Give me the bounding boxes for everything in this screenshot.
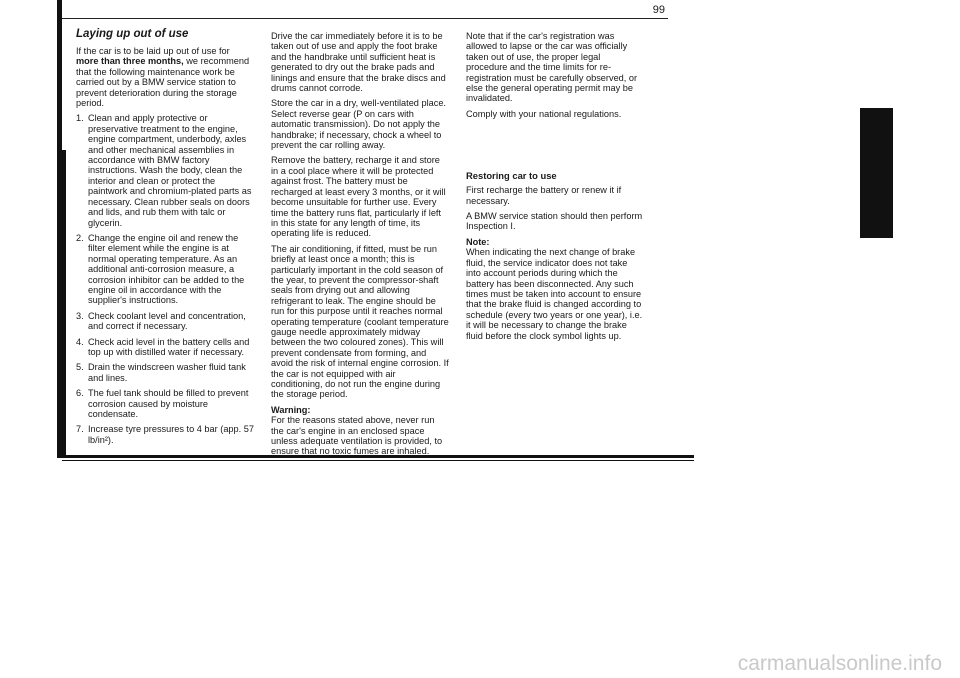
intro-text: If the car is to be laid up out of use for <box>76 46 230 56</box>
section-heading-restoring: Restoring car to use <box>466 170 557 182</box>
paragraph: A BMW service station should then perform Inspection I. <box>466 211 643 232</box>
list-number: 4. <box>76 336 84 347</box>
paragraph: Comply with your national regulations. <box>466 108 622 119</box>
column-1 <box>76 28 254 450</box>
list-number: 3. <box>76 310 84 321</box>
note-block <box>466 237 644 341</box>
list-number: 2. <box>76 232 84 243</box>
section-heading-laying-up: Laying up out of use <box>76 28 189 40</box>
list-number: 6. <box>76 388 84 399</box>
section-thumb-tab <box>860 108 893 238</box>
paragraph: First recharge the battery or renew it if necessary. <box>466 185 622 206</box>
list-item <box>76 337 254 358</box>
list-item <box>76 388 254 419</box>
list-item <box>76 362 254 383</box>
list-text: Drain the windscreen washer fluid tank and lines. <box>88 362 246 383</box>
top-rule <box>62 18 668 19</box>
list-item <box>76 424 254 445</box>
list-text: The fuel tank should be filled to prevent corrosion caused by moisture condensate. <box>88 388 249 419</box>
list-number: 1. <box>76 113 84 124</box>
warning-text: For the reasons stated above, never run the car's engine in an enclosed space unless adequate ventilation is provided, to ensure that no toxic fumes are inhaled. <box>271 415 443 457</box>
spacer <box>466 124 644 170</box>
paragraph: Store the car in a dry, well-ventilated place. Select reverse gear (P on cars with automatic transmission). Do not apply the handbrake; if necessary, chock a wheel to prevent the car rolling away. <box>271 98 446 151</box>
watermark: carmanualsonline.info <box>737 652 942 675</box>
list-text: Check coolant level and concentration, and correct if necessary. <box>88 310 246 332</box>
column-2 <box>271 31 449 462</box>
list-text: Check acid level in the battery cells and top up with distilled water if necessary. <box>88 336 250 357</box>
warning-block <box>271 405 449 457</box>
list-number: 5. <box>76 362 84 373</box>
left-margin-bar <box>57 0 62 150</box>
list-text: Clean and apply protective or preservative treatment to the engine, engine compartment, underbody, axles and other mechanical assemblies in accordance with BMW factory instructions. Wash the body, clean the interior and clean or protect the paintwork and chromium-plated parts as necessary. Clean rubber seals on doors and lids, and rub them with talc or glycerin. <box>88 113 252 228</box>
paragraph: The air conditioning, if fitted, must be run briefly at least once a month; this is particularly important in the cold season of the year, to prevent the compressor-shaft seals from drying out and allowing refrigerant to leak. The engine should be run for this purpose until it reaches normal operating temperature (coolant temperature gauge needle approximately midway between the two coloured zones). This will prevent condensate from forming, and avoid the risk of internal engine corrosion. If the car is not equipped with air conditioning, do not run the engine during the storage period. <box>271 243 449 400</box>
page-number: 99 <box>652 4 665 16</box>
list-text: Increase tyre pressures to 4 bar (app. 57 lb/in²). <box>88 424 254 445</box>
paragraph: Note that if the car's registration was allowed to lapse or the car was officially taken out of use, the proper legal procedure and the time limits for re-registration must be carefully observed, or else the general operating permit may be invalidated. <box>466 31 638 104</box>
list-item <box>76 113 254 227</box>
note-label: Note: <box>466 236 490 247</box>
paragraph: Remove the battery, recharge it and store in a cool place where it will be protected against frost. The battery must be recharged at least every 3 months, or it will become unsuitable for further use. Every time the battery runs flat, particularly if left in this state for any length of time, its operating life is reduced. <box>271 155 446 239</box>
maintenance-list <box>76 113 254 445</box>
list-item <box>76 311 254 332</box>
intro-bold-text: more than three months, <box>76 56 184 67</box>
list-item <box>76 233 254 306</box>
left-margin-bar-thick <box>57 150 66 458</box>
list-text: Change the engine oil and renew the filter element while the engine is at normal operating temperature. As an additional anti-corrosion measure, a corrosion inhibitor can be added to the engine oil in accordance with the supplier's instructions. <box>88 232 245 306</box>
intro-text-rest: we recommend that the following maintenance work be carried out by a BMW service station to prevent deterioration during the storage period. <box>76 56 250 109</box>
note-text: When indicating the next change of brake fluid, the service indicator does not take into account periods during which the battery has been disconnected. Any such times must be taken into account to ensure that the brake fluid is changed according to schedule (every two years or one year), i.e. it will be necessary to change the brake fluid before the clock symbol lights up. <box>466 247 643 341</box>
intro-paragraph <box>76 46 254 108</box>
warning-label: Warning: <box>271 404 311 415</box>
list-number: 7. <box>76 424 84 435</box>
paragraph: Drive the car immediately before it is to be taken out of use and apply the foot brake and the handbrake until sufficient heat is generated to dry out the brake pads and linings and ensure that the brake discs and drums cannot corrode. <box>271 31 446 94</box>
column-3 <box>466 31 644 346</box>
